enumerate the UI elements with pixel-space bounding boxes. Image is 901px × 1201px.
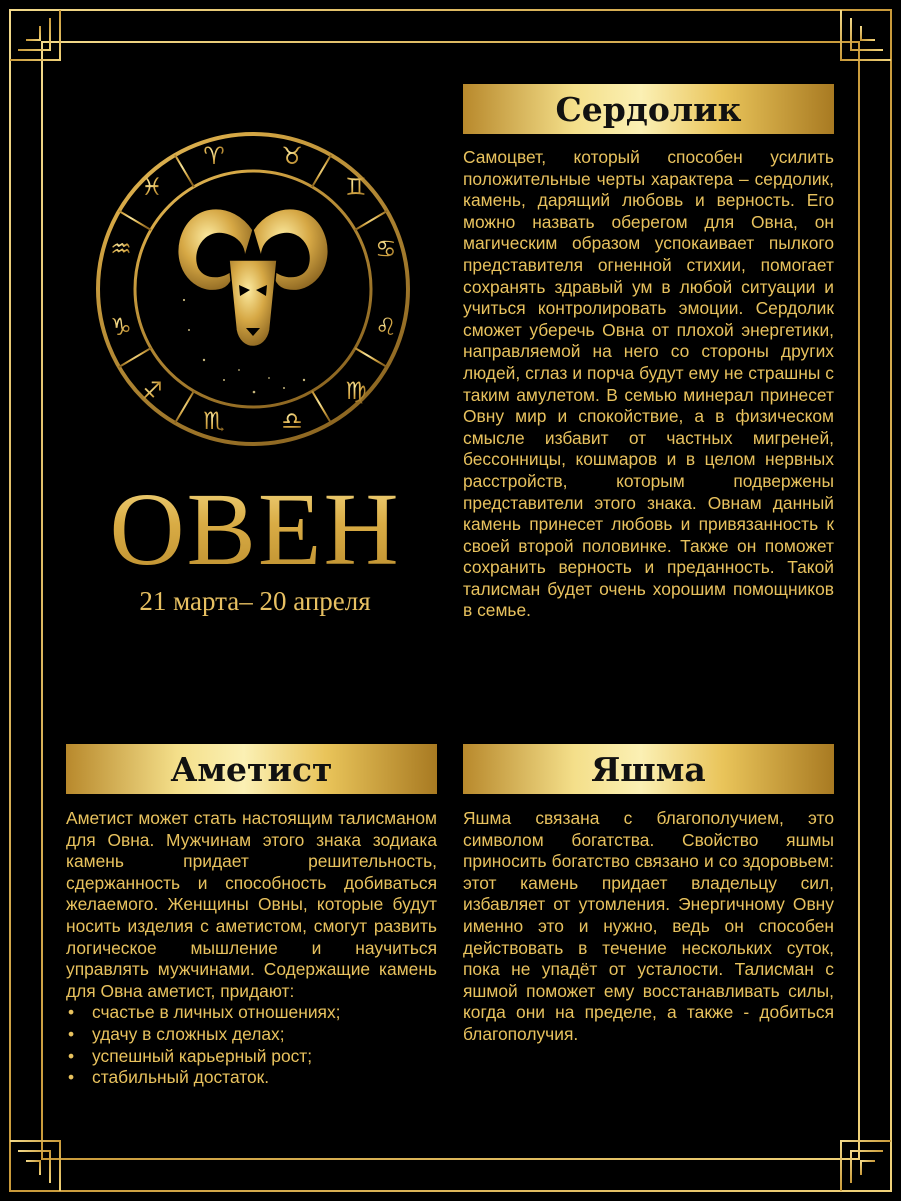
list-item: • счастье в личных отношениях; [92,1002,437,1024]
serdolik-text-block [463,147,834,622]
yashma-heading-banner [463,744,834,794]
svg-text:♑: ♑ [110,313,132,341]
ametist-heading: Аметист [170,749,333,789]
svg-text:♒: ♒ [110,235,132,263]
svg-text:♎: ♎ [281,407,303,435]
list-item: • успешный карьерный рост; [92,1046,437,1068]
ametist-text: Аметист может стать настоящим талисманом для Овна. Мужчинам этого знака зодиака камень придает решительность, сдержанность и способность добиваться желаемого. Женщины Овны, которые будут носить изделия с аметистом, смогут развить логическое мышление и научиться управлять мужчинами. Содержащие камень для Овна аметист, придают: [66,808,437,1001]
serdolik-heading: Сердолик [555,89,742,129]
aries-emblem-icon [94,130,412,448]
yashma-text-block [463,808,834,1046]
list-item: • стабильный достаток. [92,1067,437,1089]
svg-text:♉: ♉ [281,142,303,170]
svg-text:♈: ♈ [203,142,225,170]
svg-text:♍: ♍ [345,377,367,405]
list-item: • удачу в сложных делах; [92,1024,437,1046]
ametist-text-block [66,808,437,1089]
sign-dates: 21 марта– 20 апреля [139,586,371,616]
serdolik-text: Самоцвет, который способен усилить положительные черты характера – сердолик, камень, дарящий любовь и верность. Его можно назвать оберегом для Овна, он магическим образом успокаивает пылкого представителя огненной стихии, помогает сохранять здравый ум в любой ситуации и учиться контролировать эмоции. Сердолик сможет уберечь Овна от плохой энергетики, направляемой на него со стороны других людей, сглаз и порча будут ему не страшны с таким амулетом. В семью минерал принесет Овну мир и спокойствие, а в физическом смысле избавит от частных мигреней, бессонницы, кошмаров и в целом нервных расстройств, которым подвержены представители этого знака. Овнам данный камень принесет любовь и привязанность к своей второй половинке. Также он поможет сохранить верность и преданность. Такой талисман будет очень хорошим помощников в семье. [463,147,834,621]
sign-title: ОВЕН [60,470,450,589]
svg-text:♌: ♌ [375,313,397,341]
svg-text:♏: ♏ [203,407,225,435]
svg-text:♐: ♐ [141,377,163,405]
svg-text:♊: ♊ [345,173,367,201]
svg-text:♋: ♋ [375,235,397,263]
yashma-text: Яшма связана с благополучием, это символом богатства. Свойство яшмы приносить богатство связано и со здоровьем: этот камень придает владельцу сил, избавляет от утомления. Энергичному Овну именно это и нужно, ведь он способен действовать в течение нескольких суток, пока не упадёт от усталости. Талисман с яшмой поможет ему восстанавливать силы, когда они на пределе, а также - добиться благополучия. [463,808,834,1044]
yashma-heading: Яшма [591,749,706,789]
ametist-bullet-list [66,1002,437,1088]
serdolik-heading-banner [463,84,834,134]
ametist-heading-banner [66,744,437,794]
svg-text:♓: ♓ [141,173,163,201]
